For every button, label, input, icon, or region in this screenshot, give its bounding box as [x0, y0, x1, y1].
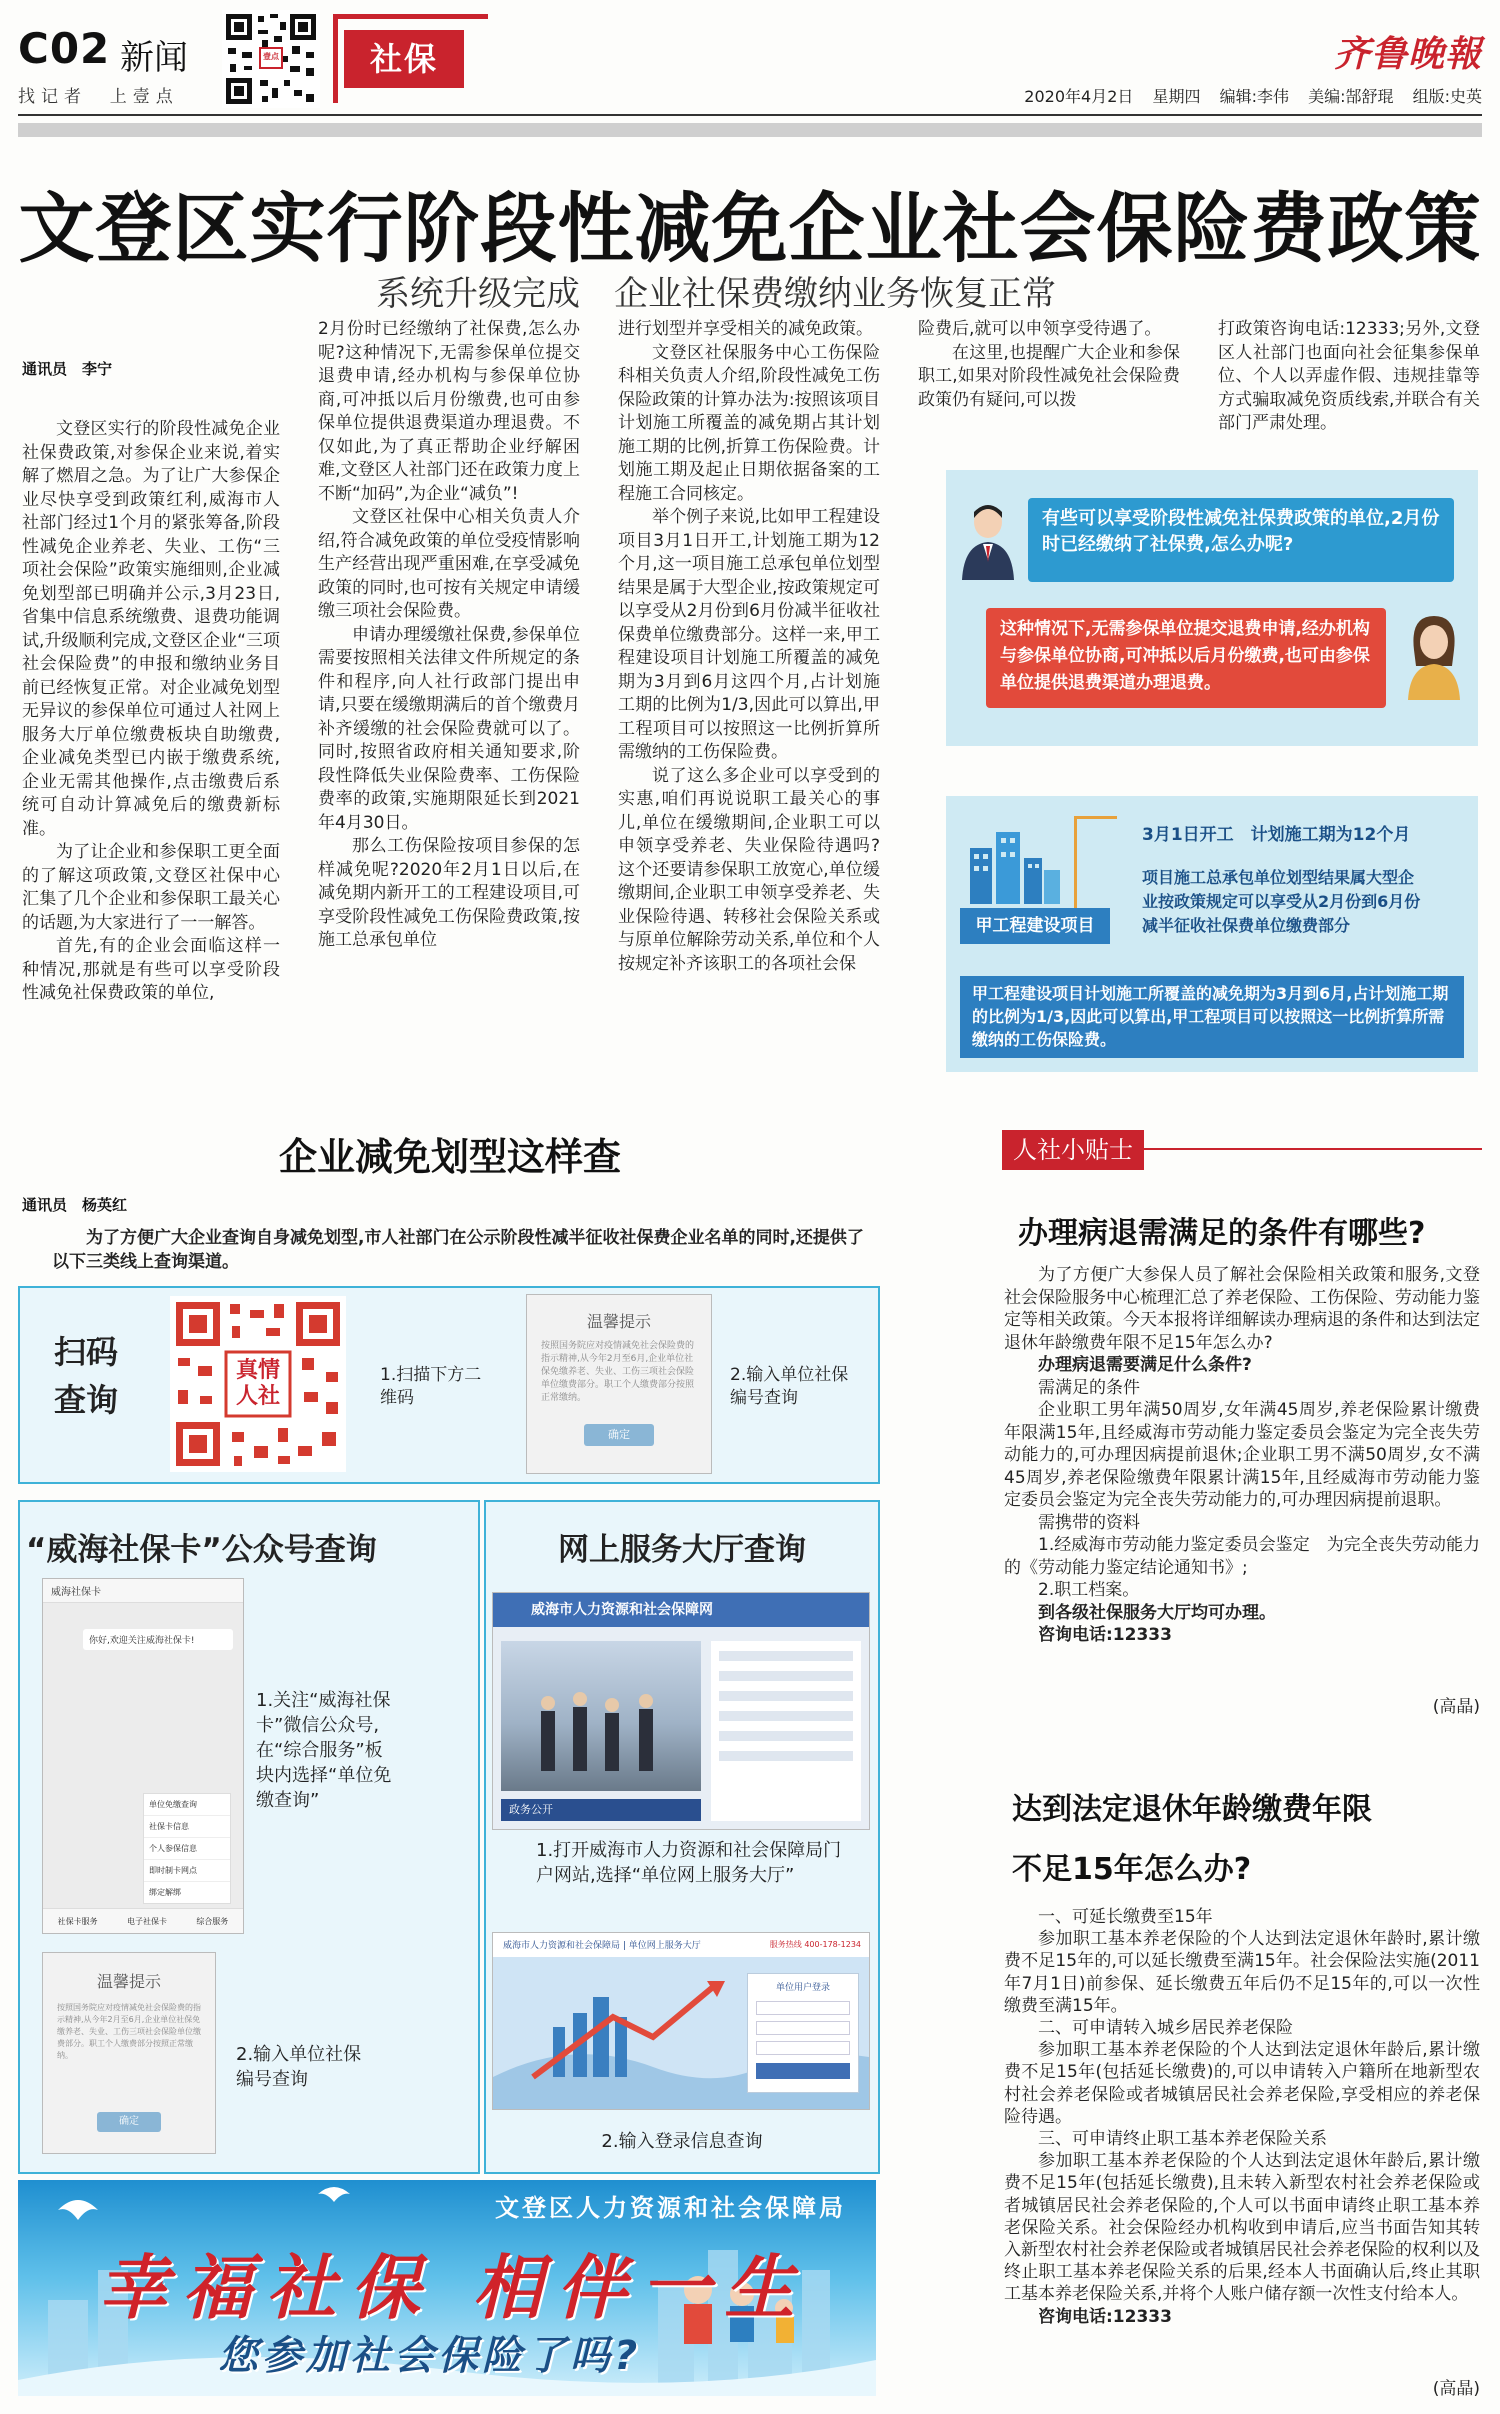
- main-subheadline: 系统升级完成 企业社保费缴纳业务恢复正常: [376, 274, 1056, 314]
- wechat-step-2: 2.输入单位社保编号查询: [236, 2044, 362, 2090]
- tips-tag: [1002, 1130, 1144, 1170]
- subheading: 三、可申请终止职工基本养老保险关系: [1038, 2129, 1327, 2150]
- issue-proof: 组版:史英: [1412, 87, 1482, 106]
- scan-query-title: 扫码查询: [54, 1333, 119, 1419]
- wechat-tab[interactable]: 综合服务: [196, 1916, 229, 1926]
- city-buildings-icon: [964, 824, 1064, 904]
- subheading: 二、可申请转入城乡居民养老保险: [1038, 2018, 1293, 2039]
- banner-question: 您参加社会保险了吗?: [218, 2333, 642, 2379]
- article2-title: 企业减免划型这样查: [278, 1135, 621, 1179]
- wechat-menu-item[interactable]: 绑定解绑: [149, 1888, 181, 1897]
- login-code-field[interactable]: [756, 2041, 850, 2055]
- wechat-menu-item[interactable]: 单位免缴查询: [144, 1794, 230, 1816]
- scan-step-2: 2.输入单位社保编号查询: [730, 1365, 849, 1408]
- paragraph: 文登区社保中心相关负责人介绍,符合减免政策的单位受疫情影响生产经营出现严重困难,在享受减免政策的同时,也可按有关规定申请缓缴三项社会保险费。: [318, 507, 580, 621]
- project-label-text: 甲工程建设项目: [975, 916, 1095, 936]
- issue-weekday: 星期四: [1152, 87, 1201, 106]
- infographic-refund: [946, 470, 1478, 746]
- notice-title: 温馨提示: [96, 1972, 161, 1991]
- tips-q2-title-line1: 达到法定退休年龄缴费年限: [1012, 1792, 1372, 1827]
- wechat-greeting: 你好,欢迎关注威海社保卡!: [83, 1629, 233, 1650]
- paragraph: 参加职工基本养老保险的个人达到法定退休年龄时,累计缴费不足15年的,可以延长缴费至满15年。社会保险法实施(2011年7月1日)前参保、延长缴费五年后仍不足15年的,可以一次性缴费至满15年。: [1004, 1929, 1480, 2016]
- online-hall-panel: [484, 1500, 880, 2174]
- online-hall-screenshot: [492, 1932, 870, 2110]
- paragraph: 在这里,也提醒广大企业和参保职工,如果对阶段性减免社会保险费政策仍有疑问,可以拨: [918, 342, 1180, 410]
- paragraph: 打政策咨询电话:12333;另外,文登区人社部门也面向社会征集参保单位、个人以弄虚作假、违规挂靠等方式骗取减免资质线索,并联合有关部门严肃处理。: [1218, 319, 1480, 433]
- tips-tag-label: 人社小贴士: [1013, 1136, 1133, 1164]
- paragraph: 为了方便广大参保人员了解社会保险相关政策和服务,文登社会保险服务中心梳理汇总了养老保险、工伤保险、劳动能力鉴定等相关政策。今天本报将详细解读办理病退的条件和达到法定退休年龄缴费年限不足15年怎么办?: [1004, 1265, 1480, 1353]
- notice-body: 按照国务院应对疫情减免社会保险费的指示精神,从今年2月至6月,企业单位社保免缴养老、失业、工伤三项社会保险单位缴费部分。职工个人缴费部分按照正常缴纳。: [541, 1341, 695, 1403]
- qr-center-label: 壹点: [263, 52, 279, 61]
- slogan: 找记者 上壹点: [18, 87, 179, 107]
- tips-q2-body: [1004, 1906, 1480, 2368]
- paragraph: 需满足的条件: [1038, 1377, 1140, 1398]
- login-password-field[interactable]: [756, 2021, 850, 2035]
- paragraph: 举个例子来说,比如甲工程建设项目3月1日开工,计划施工期为12个月,这一项目施工总承包单位划型结果是属于大型企业,按政策规定可以享受从2月份到6月份减半征收社保费单位缴费部分。这样一来,甲工程建设项目计划施工所覆盖的减免期为3月到6月这四个月,占计划施工期的比例为1/3,因此可以算出,甲工程项目可以按照这一比例折算所需缴纳的工伤保险费。: [618, 507, 880, 762]
- hr-site-name: 威海市人力资源和社会保障网: [531, 1602, 713, 1618]
- paragraph: 1.经威海市劳动能力鉴定委员会鉴定 为完全丧失劳动能力的《劳动能力鉴定结论通知书》;: [1004, 1535, 1480, 1578]
- answer-text: 这种情况下,无需参保单位提交退费申请,经办机构与参保单位协商,可冲抵以后月份缴费,也可由参保单位提供退费渠道办理退费。: [1000, 619, 1370, 693]
- paragraph: 参加职工基本养老保险的个人达到法定退休年龄后,累计缴费不足15年(包括延长缴费),且未转入新型农村社会养老保险或者城镇居民社会养老保险的,个人可以书面申请终止职工基本养老保险关系。社会保险经办机构收到申请后,应当书面告知其转入新型农村社会养老保险或者城镇居民社会养老保险的权利以及终止职工基本养老保险关系的后果,经本人书面确认后,终止其职工基本养老保险关系,并将个人账户储存额一次性支付给本人。: [1004, 2151, 1480, 2305]
- hr-site-list: [711, 1641, 861, 1821]
- paragraph: 申请办理缓缴社保费,参保单位需要按照相关法律文件所规定的条件和程序,向人社行政部门提出申请,只要在缓缴期满后的首个缴费月补齐缓缴的社会保险费就可以了。同时,按照省政府相关通知要求,阶段性降低失业保险费率、工伤保险费率的政策,实施期限延长到2021年4月30日。: [318, 624, 580, 833]
- tips-q2-sign: (高晶): [1432, 2379, 1480, 2399]
- paragraph: 首先,有的企业会面临这样一种情况,那就是有些可以享受阶段性减免社保费政策的单位,: [22, 936, 280, 1003]
- article1-column-2: [318, 318, 580, 1078]
- paragraph: 企业职工男年满50周岁,女年满45周岁,养老保险累计缴费年限满15年,且经威海市劳动能力鉴定委员会鉴定为完全丧失劳动能力的,可办理因病提前退休;企业职工男不满50周岁,女不满45周岁,养老保险缴费年限累计满15年,且经威海市劳动能力鉴定委员会鉴定为完全丧失劳动能力的,可办理因病提前退职。: [1004, 1400, 1480, 1510]
- wechat-tabbar: [43, 1908, 243, 1933]
- schedule-middle: 项目施工总承包单位划型结果属大型企业按政策规定可以享受从2月份到6月份减半征收社保费单位缴费部分: [1142, 868, 1421, 935]
- online-hall-phone: 服务热线 400-178-1234: [769, 1940, 861, 1949]
- wechat-menu-item[interactable]: 社保卡信息: [144, 1816, 230, 1838]
- wechat-app-name: 威海社保卡: [43, 1579, 243, 1603]
- tips-q1-body: [1004, 1264, 1480, 1692]
- paragraph: 说了这么多企业可以享受到的实惠,咱们再说说职工最关心的事儿,单位在缓缴期间,企业职工可以申领享受养老、失业保险待遇吗?这个还要请参保职工放宽心,单位缓缴期间,企业职工申领享受养老、失业保险待遇、转移社会保险关系或与原单位解除劳动关系,单位和个人按规定补齐该职工的各项社会保: [618, 765, 880, 974]
- paragraph: 咨询电话:12333: [1038, 2306, 1172, 2327]
- wechat-phone-screenshot: [42, 1578, 244, 1934]
- tips-q1-title: 办理病退需满足的条件有哪些?: [1018, 1216, 1426, 1251]
- online-hall-title: 网上服务大厅查询: [558, 1532, 806, 1568]
- header-rule: [18, 114, 1482, 116]
- section-tag-label: 社保: [369, 40, 438, 78]
- schedule-head: 3月1日开工 计划施工期为12个月: [1142, 825, 1411, 845]
- article1-column-5: [1218, 318, 1480, 448]
- scan-step-1: 1.扫描下方二维码: [380, 1365, 482, 1408]
- tips-q1-sign: (高晶): [1432, 1697, 1480, 1717]
- section-name: 新闻: [120, 38, 188, 78]
- banner-org: 文登区人力资源和社会保障局: [495, 2194, 846, 2222]
- schedule-bottom-text: 甲工程建设项目计划施工所覆盖的减免期为3月到6月,占计划施工期的比例为1/3,因此可以算出,甲工程项目可以按照这一比例折算所需缴纳的工伤保险费。: [972, 984, 1449, 1049]
- header-qr-code[interactable]: [222, 10, 320, 108]
- online-step-1: 1.打开威海市人力资源和社会保障局门户网站,选择“单位网上服务大厅”: [536, 1840, 842, 1886]
- tips-q2-title-line2: 不足15年怎么办?: [1012, 1852, 1252, 1887]
- wechat-tab[interactable]: 社保卡服务: [57, 1916, 98, 1926]
- man-avatar-icon: [958, 500, 1018, 580]
- login-button[interactable]: [756, 2063, 850, 2079]
- wechat-menu-item[interactable]: 即时制卡网点: [144, 1860, 230, 1882]
- wechat-notice-popup: [42, 1952, 216, 2154]
- social-security-banner: [18, 2180, 876, 2396]
- issue-designer: 美编:郜舒琨: [1308, 87, 1394, 106]
- article1-byline: 通讯员 李宁: [22, 360, 113, 378]
- wechat-step-1: 1.关注“威海社保卡”微信公众号,在“综合服务”板块内选择“单位免缴查询”: [256, 1690, 392, 1811]
- header-rule-gray: [18, 123, 1482, 137]
- online-step-2: 2.输入登录信息查询: [601, 2131, 763, 2152]
- question-bubble: [1028, 498, 1454, 582]
- article1-column-4: [918, 318, 1180, 448]
- login-box[interactable]: [747, 1973, 859, 2093]
- section-tag: [344, 30, 464, 88]
- notice-popup: [526, 1294, 712, 1474]
- hr-website-screenshot: [492, 1592, 870, 1830]
- wechat-tab[interactable]: 电子社保卡: [126, 1916, 167, 1926]
- hr-site-section: 政务公开: [501, 1799, 701, 1821]
- project-label: [960, 908, 1110, 944]
- online-hall-name: 威海市人力资源和社会保障局 | 单位网上服务大厅: [503, 1941, 701, 1951]
- schedule-bottom-box: [960, 976, 1464, 1058]
- article2-intro: 为了方便广大企业查询自身减免划型,市人社部门在公示阶段性减半征收社保费企业名单的同时,还提供了以下三类线上查询渠道。: [52, 1228, 864, 1272]
- hr-site-banner: [493, 1593, 869, 1627]
- login-title: 单位用户登录: [775, 1983, 830, 1993]
- main-headline: 文登区实行阶段性减免企业社会保险费政策: [18, 184, 1482, 273]
- article1-column-1: [22, 418, 280, 1068]
- paragraph: 进行划型并享受相关的减免政策。: [618, 319, 873, 339]
- answer-bubble: [986, 608, 1386, 708]
- online-hall-header: [493, 1933, 869, 1958]
- crane-icon: [1074, 816, 1117, 909]
- notice-confirm-button[interactable]: 确定: [584, 1424, 654, 1446]
- issue-editor: 编辑:李伟: [1219, 87, 1289, 106]
- page-number: C02: [18, 24, 111, 73]
- paragraph: 到各级社保服务大厅均可办理。: [1038, 1602, 1276, 1623]
- question-text: 有些可以享受阶段性减免社保费政策的单位,2月份时已经缴纳了社保费,怎么办呢?: [1042, 508, 1440, 555]
- subheading: 一、可延长缴费至15年: [1038, 1907, 1213, 1927]
- paper-name-logo: 齐鲁晚報: [1333, 33, 1482, 75]
- paragraph: 需携带的资料: [1038, 1512, 1140, 1533]
- masthead: [0, 0, 1500, 130]
- article2-byline: 通讯员 杨英红: [22, 1196, 128, 1214]
- notice-body: 按照国务院应对疫情减免社会保险费的指示精神,从今年2月至6月,企业单位社保免缴养老、失业、工伤三项社会保险单位缴费部分。职工个人缴费部分按照正常缴纳。: [57, 2003, 201, 2060]
- notice-confirm-button[interactable]: 确定: [97, 2112, 161, 2132]
- notice-title: 温馨提示: [586, 1312, 651, 1331]
- wechat-menu: [143, 1793, 231, 1904]
- wechat-query-title: “威海社保卡”公众号查询: [26, 1532, 377, 1568]
- paragraph: 险费后,就可以申领享受待遇了。: [918, 319, 1162, 339]
- issue-date: 2020年4月2日: [1024, 87, 1134, 106]
- paragraph: 那么工伤保险按项目参保的怎样减免呢?2020年2月1日以后,在减免期内新开工的工程建设项目,可享受阶段性减免工伤保险费政策,按施工总承包单位: [318, 836, 580, 950]
- paragraph: 参加职工基本养老保险的个人达到法定退休年龄后,累计缴费不足15年(包括延长缴费)的,可以申请转入户籍所在地新型农村社会养老保险或者城镇居民社会养老保险,享受相应的养老保险待遇。: [1004, 2040, 1480, 2127]
- issue-info: [1010, 84, 1482, 107]
- scan-qr-code[interactable]: [170, 1296, 346, 1472]
- paragraph: 文登区社保服务中心工伤保险科相关负责人介绍,阶段性减免工伤保险政策的计算办法为:按照该项目计划施工所覆盖的减免期占其计划施工期的比例,折算工伤保险费。计划施工期及起止日期依据备案的工程施工合同核定。: [618, 342, 880, 504]
- wechat-menu-item[interactable]: 个人参保信息: [144, 1838, 230, 1860]
- subheading: 办理病退需要满足什么条件?: [1038, 1355, 1252, 1375]
- paragraph: 为了让企业和参保职工更全面的了解这项政策,文登区社保中心汇集了几个企业和参保职工最关心的话题,为大家进行了一一解答。: [22, 842, 280, 933]
- login-username-field[interactable]: [756, 2001, 850, 2015]
- banner-slogan: 幸福社保 相伴一生: [98, 2246, 809, 2329]
- woman-avatar-icon: [1402, 610, 1466, 700]
- article1-column-3: [618, 318, 880, 1078]
- paragraph: 文登区实行的阶段性减免企业社保费政策,对参保企业来说,着实解了燃眉之急。为了让广大参保企业尽快享受到政策红利,威海市人社部门经过1个月的紧张筹备,阶段性减免企业养老、失业、工伤“三项社会保险”政策实施细则,企业减免划型部已明确并公示,3月23日,省集中信息系统缴费、退费功能调试,升级顺利完成,文登区企业“三项社会保险费”的申报和缴纳业务目前已经恢复正常。对企业减免划型无异议的参保单位可通过人社网上服务大厅单位缴费板块自助缴费,企业减免类型已内嵌于缴费系统,企业无需其他操作,点击缴费后系统可自动计算减免后的缴费新标准。: [22, 419, 280, 839]
- hr-site-photo: [501, 1641, 701, 1791]
- paragraph: 2月份时已经缴纳了社保费,怎么办呢?这种情况下,无需参保单位提交退费申请,经办机构与参保单位协商,可冲抵以后月份缴费,也可由参保单位提供退费渠道办理退费。不仅如此,为了真正帮助企业纾解困难,文登区人社部门还在政策力度上不断“加码”,为企业“减负”!: [318, 319, 580, 504]
- wechat-query-panel: [18, 1500, 480, 2174]
- infographic-project-example: [946, 796, 1478, 1072]
- scan-qr-label: 真情人社: [235, 1358, 280, 1409]
- paragraph: 2.职工档案。: [1038, 1580, 1140, 1600]
- scan-query-panel: [18, 1286, 880, 1484]
- paragraph: 咨询电话:12333: [1038, 1625, 1172, 1645]
